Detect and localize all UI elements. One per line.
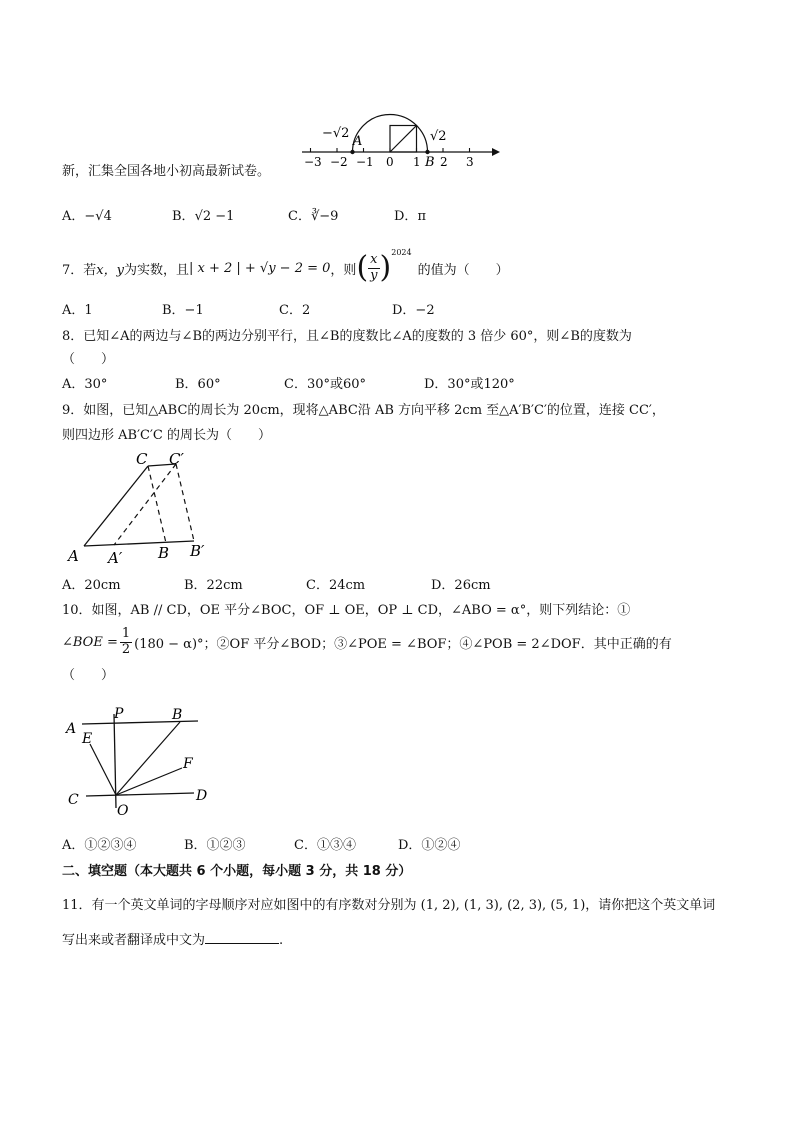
q7-then: ，则: [330, 262, 357, 278]
label-b: B: [158, 544, 170, 562]
q10-option-d: D．①②④: [398, 838, 461, 853]
q10-option-a: A．①②③④: [62, 838, 137, 853]
option-value: √2 −1: [194, 209, 235, 224]
q7-equation: | x + 2 | + √y − 2 = 0: [188, 260, 331, 276]
label-b: B: [172, 707, 183, 723]
tick-label: 3: [466, 155, 474, 169]
q10-frac-den: 2: [121, 641, 131, 657]
q7-option-c: C．2: [279, 303, 311, 318]
q10-frac-num: 1: [121, 626, 131, 642]
q6-option-a: [62, 205, 112, 224]
q9-line1: 9．如图，已知△ABC的周长为 20cm，现将△ABC沿 AB 方向平移 2cm 至△A′B′C′的位置，连接 CC′，: [62, 403, 665, 418]
q7-suffix: 的值为（ ）: [417, 262, 509, 278]
label-d: D: [196, 788, 208, 804]
label-b-prime: B′: [190, 542, 205, 560]
label-a: A: [68, 547, 79, 565]
q10-line2: [62, 622, 672, 662]
q7-option-b: B．−1: [162, 303, 204, 318]
intro-text: 新，汇集全国各地小初高最新试卷。: [62, 164, 271, 179]
point-a-label: A: [353, 134, 363, 149]
q11-line2: [62, 929, 283, 948]
q6-option-b: [172, 205, 234, 224]
tick-label: −3: [304, 155, 322, 169]
q7-exponent: 2024: [391, 247, 412, 257]
q9-triangle-figure: [62, 448, 222, 568]
label-f: F: [183, 756, 193, 772]
neg-sqrt2-label: −√2: [322, 126, 350, 141]
q10-line3: （ ）: [62, 668, 115, 683]
q8-option-c: C．30°或60°: [284, 377, 367, 392]
q6-option-d: [394, 205, 426, 224]
q9-line2: 则四边形 AB′C′C 的周长为（ ）: [62, 428, 272, 443]
option-letter: C．: [288, 209, 311, 224]
q10-l2-post: (180 − α)°；②OF 平分∠BOD；③∠POE = ∠BOF；④∠POB = 2∠DOF．其中正确的有: [134, 636, 672, 652]
tick-label: −1: [356, 155, 374, 169]
q10-fraction: [120, 627, 132, 657]
option-letter: B．: [172, 209, 195, 224]
q10-option-b: B．①②③: [184, 838, 246, 853]
q6-option-c: [288, 205, 338, 224]
option-letter: A．: [62, 209, 85, 224]
label-e: E: [82, 731, 93, 747]
label-c-prime: C′: [169, 450, 184, 468]
q8-line2: （ ）: [62, 352, 115, 367]
tick-label: 1: [413, 155, 421, 169]
label-c: C: [136, 450, 148, 468]
q10-option-c: C．①③④: [294, 838, 356, 853]
q8-line1: 8．已知∠A的两边与∠B的两边分别平行，且∠B的度数比∠A的度数的 3 倍少 60°，则∠B的度数为: [62, 329, 632, 344]
q7-vars: x，y: [96, 262, 124, 278]
label-p: P: [114, 706, 124, 722]
q7-option-a: A．1: [62, 303, 93, 318]
q11-line2-pre: 写出来或者翻译成中文为: [62, 933, 206, 948]
section-title: 二、填空题（本大题共 6 个小题，每小题 3 分，共 18 分）: [62, 864, 412, 879]
q10-l2-pre: ∠BOE =: [62, 634, 118, 650]
number-line-figure: [296, 104, 500, 170]
option-letter: D．: [394, 209, 418, 224]
q7-frac-den: y: [370, 267, 378, 283]
label-o: O: [117, 803, 129, 819]
q7-frac-num: x: [368, 253, 379, 268]
tick-label: −2: [330, 155, 348, 169]
q7-prefix: 7．若: [62, 262, 97, 278]
right-paren: ): [379, 250, 392, 285]
q7-fraction: [368, 253, 379, 283]
option-value: −√4: [84, 209, 112, 224]
label-a-prime: A′: [108, 549, 123, 567]
point-b-label: B: [425, 155, 435, 170]
q11-line1: 11．有一个英文单词的字母顺序对应如图中的有序数对分别为 (1, 2), (1, 3), (2, 3), (5, 1)，请你把这个英文单词: [62, 898, 716, 913]
q7-stem: [62, 248, 509, 288]
option-value: π: [417, 209, 426, 224]
pos-sqrt2-label: √2: [430, 129, 447, 144]
q7-mid: 为实数，且: [123, 262, 189, 278]
q9-option-d: D．26cm: [431, 578, 491, 593]
label-a: A: [66, 721, 77, 737]
q9-option-c: C．24cm: [306, 578, 366, 593]
q10-line1: 10．如图，AB // CD，OE 平分∠BOC，OF ⊥ OE，OP ⊥ CD，∠ABO = α°，则下列结论：①: [62, 603, 631, 618]
q11-line2-post: .: [279, 933, 284, 948]
q8-option-d: D．30°或120°: [424, 377, 515, 392]
left-paren: (: [356, 250, 369, 285]
tick-label: 2: [440, 155, 448, 169]
label-c: C: [68, 792, 79, 808]
q7-option-d: D．−2: [392, 303, 435, 318]
answer-blank[interactable]: [205, 931, 279, 944]
q9-option-a: A．20cm: [62, 578, 121, 593]
q8-option-b: B．60°: [175, 377, 221, 392]
q9-option-b: B．22cm: [184, 578, 243, 593]
tick-label: 0: [386, 155, 394, 169]
q10-parallel-lines-figure: [62, 700, 222, 820]
option-value: ∛−9: [310, 209, 339, 224]
q8-option-a: A．30°: [62, 377, 108, 392]
